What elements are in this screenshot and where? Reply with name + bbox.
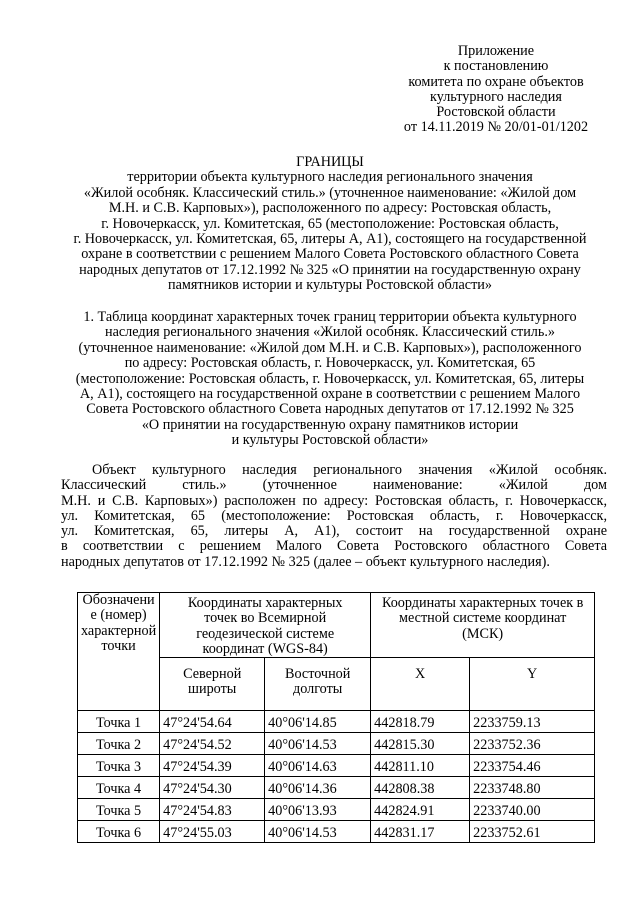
- section-line: (уточненное наименование: «Жилой дом М.Н. и С.В. Карповых»), расположенного: [78, 339, 582, 356]
- title-line: памятников истории и культуры Ростовской области»: [168, 277, 492, 294]
- cell-lon: 40°06'14.53: [265, 821, 371, 843]
- table-row: [78, 711, 595, 733]
- cell-y: 2233754.46: [470, 755, 595, 777]
- cell-x: 442808.38: [371, 777, 470, 799]
- cell-point: Точка 6: [78, 821, 160, 843]
- cell-lat: 47°24'54.83: [160, 799, 265, 821]
- paragraph-line: ул. Комитетская, 65, литеры А, А1), состоит на государственной охране: [61, 523, 607, 540]
- table-row: [78, 733, 595, 755]
- table-row: [78, 777, 595, 799]
- cell-lat: 47°24'54.39: [160, 755, 265, 777]
- cell-x: 442815.30: [371, 733, 470, 755]
- appendix-block: [372, 44, 620, 136]
- title-line: территории объекта культурного наследия регионального значения: [127, 169, 533, 186]
- cell-point: Точка 2: [78, 733, 160, 755]
- section-line: А, А1), состоящего на государственной охране в соответствии с решением Малого: [79, 386, 581, 403]
- table-row: [78, 799, 595, 821]
- header-east: Восточной долготы: [265, 658, 371, 711]
- header-point: Обозначени е (номер) характерной точки: [78, 593, 160, 711]
- cell-y: 2233759.13: [470, 711, 595, 733]
- cell-point: Точка 3: [78, 755, 160, 777]
- cell-y: 2233748.80: [470, 777, 595, 799]
- section-line: по адресу: Ростовская область, г. Новочеркасск, ул. Комитетская, 65: [124, 355, 536, 372]
- table-row: [78, 821, 595, 843]
- paragraph-line: ул. Комитетская, 65 (местоположение: Ростовская область, г. Новочеркасск,: [61, 507, 607, 524]
- cell-lon: 40°06'14.85: [265, 711, 371, 733]
- appendix-line: от 14.11.2019 № 20/01-01/1202: [403, 119, 589, 136]
- section-line: наследия регионального значения «Жилой особняк. Классический стиль.»: [104, 324, 556, 341]
- section-line: и культуры Ростовской области»: [231, 432, 429, 449]
- paragraph-line: Объект культурного наследия регионального значения «Жилой особняк.: [92, 462, 607, 478]
- header-wgs: Координаты характерных точек во Всемирной геодезической системе координат (WGS-84): [160, 593, 371, 658]
- title-line: народных депутатов от 17.12.1992 № 325 «О принятии на государственную охрану: [79, 261, 581, 278]
- cell-lat: 47°24'54.30: [160, 777, 265, 799]
- appendix-line: Ростовской области: [436, 104, 556, 121]
- table-row: [78, 755, 595, 777]
- cell-x: 442824.91: [371, 799, 470, 821]
- header-x: X: [371, 658, 470, 711]
- title-line: М.Н. и С.В. Карповых»), расположенного по адресу: Ростовская область,: [108, 200, 552, 217]
- cell-lon: 40°06'14.36: [265, 777, 371, 799]
- cell-lat: 47°24'54.52: [160, 733, 265, 755]
- header-y: Y: [470, 658, 595, 711]
- title-line: г. Новочеркасск, ул. Комитетская, 65 (местоположение: Ростовская область,: [101, 215, 559, 232]
- section-heading: [60, 310, 600, 449]
- paragraph-line: в соответствии с решением Малого Совета Ростовского областного Совета: [61, 538, 607, 555]
- appendix-line: культурного наследия: [430, 88, 562, 105]
- cell-point: Точка 1: [78, 711, 160, 733]
- header-north: Северной широты: [160, 658, 265, 711]
- body-paragraph: [61, 463, 607, 570]
- cell-point: Точка 4: [78, 777, 160, 799]
- table-header-row: [78, 593, 595, 658]
- cell-x: 442811.10: [371, 755, 470, 777]
- cell-point: Точка 5: [78, 799, 160, 821]
- cell-x: 442818.79: [371, 711, 470, 733]
- title-line: «Жилой особняк. Классический стиль.» (уточненное наименование: «Жилой дом: [83, 184, 577, 201]
- title-line: охране в соответствии с решением Малого Совета Ростовского областного Совета: [81, 246, 579, 263]
- document-title: [60, 155, 600, 294]
- appendix-line: комитета по охране объектов: [408, 73, 584, 90]
- cell-x: 442831.17: [371, 821, 470, 843]
- section-line: «О принятии на государственную охрану памятников истории: [141, 416, 519, 433]
- section-line: (местоположение: Ростовская область, г. Новочеркасск, ул. Комитетская, 65, литеры: [75, 370, 585, 387]
- cell-lat: 47°24'54.64: [160, 711, 265, 733]
- title-heading: ГРАНИЦЫ: [296, 154, 364, 170]
- paragraph-line: М.Н. и С.В. Карповых») расположен по адресу: Ростовская область, г. Новочеркасск,: [61, 492, 607, 509]
- paragraph-line: народных депутатов от 17.12.1992 № 325 (далее – объект культурного наследия).: [61, 553, 550, 570]
- cell-lat: 47°24'55.03: [160, 821, 265, 843]
- coordinates-table: [77, 592, 595, 843]
- cell-y: 2233752.61: [470, 821, 595, 843]
- section-line: Совета Ростовского областного Совета народных депутатов от 17.12.1992 № 325: [86, 401, 574, 418]
- title-line: г. Новочеркасск, ул. Комитетская, 65, литеры А, А1), состоящего на государственной: [73, 231, 587, 248]
- cell-y: 2233740.00: [470, 799, 595, 821]
- appendix-line: Приложение: [457, 43, 535, 59]
- cell-lon: 40°06'14.63: [265, 755, 371, 777]
- cell-lon: 40°06'13.93: [265, 799, 371, 821]
- section-line: 1. Таблица координат характерных точек границ территории объекта культурного: [83, 309, 577, 325]
- cell-y: 2233752.36: [470, 733, 595, 755]
- appendix-line: к постановлению: [443, 58, 549, 75]
- paragraph-line: Классический стиль.» (уточненное наименование: «Жилой дом: [61, 477, 607, 494]
- cell-lon: 40°06'14.53: [265, 733, 371, 755]
- header-msk: Координаты характерных точек в местной системе координат (МСК): [371, 593, 595, 658]
